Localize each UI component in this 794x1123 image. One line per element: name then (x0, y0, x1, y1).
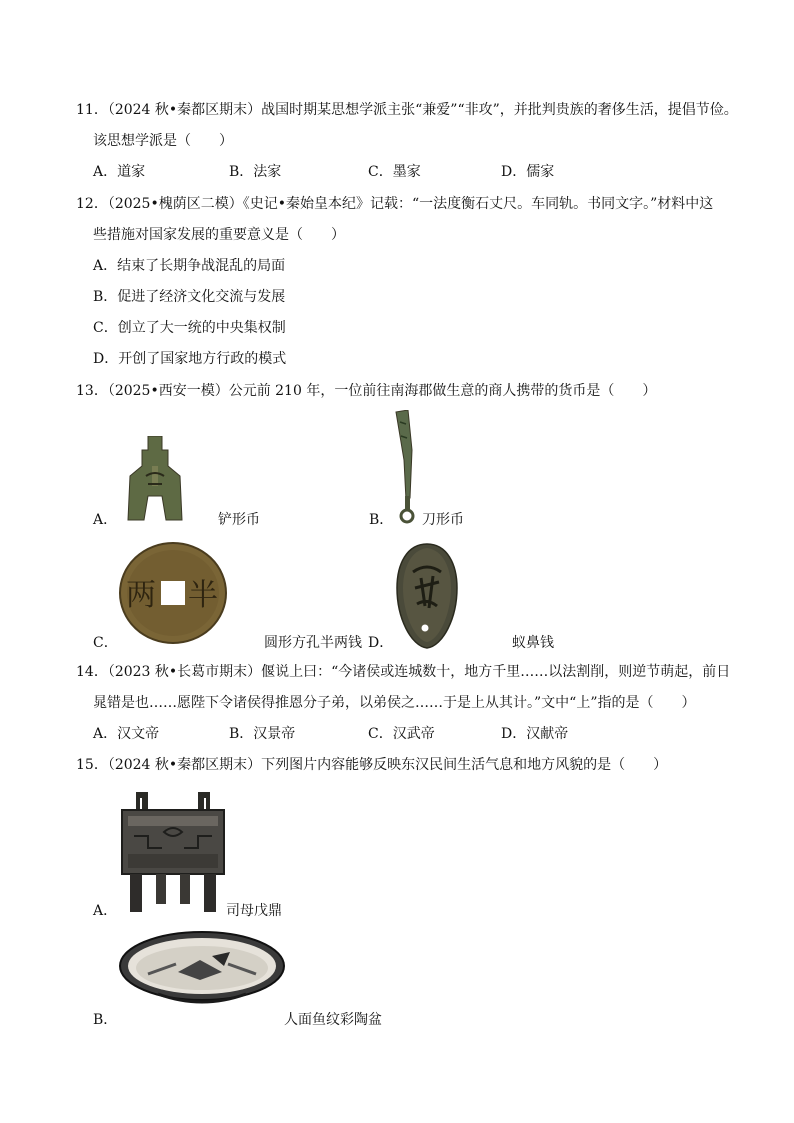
q15-option-a-caption: 司母戊鼎 (226, 903, 282, 919)
coin-char-liang: 两 (126, 578, 156, 613)
q13-option-b-letter[interactable]: B． (369, 512, 394, 528)
q15-option-a-letter[interactable]: A． (93, 903, 118, 919)
q13-stem: 13．（2025•西安一模）公元前 210 年，一位前往南海郡做生意的商人携带的货币是（ ） (76, 383, 657, 399)
q12-option-d[interactable]: D．开创了国家地方行政的模式 (93, 351, 287, 367)
coin-char-ban: 半 (188, 578, 218, 613)
q14-stem-line2: 晁错是也……愿陛下令诸侯得推恩分子弟，以弟侯之……于是上从其计。”文中“上”指的是（ ） (93, 695, 696, 711)
q11-stem-line1: 11．（2024 秋•秦都区期末）战国时期某思想学派主张“兼爱”“非攻”，并批判贵族的奢侈生活，提倡节俭。 (76, 102, 738, 118)
q12-option-b[interactable]: B．促进了经济文化交流与发展 (93, 289, 286, 305)
q11-option-c[interactable]: C．墨家 (368, 164, 421, 180)
q12-stem-line2: 些措施对国家发展的重要意义是（ ） (93, 227, 345, 243)
q11-stem-line2: 该思想学派是（ ） (93, 133, 233, 149)
q13-option-c-caption: 圆形方孔半两钱 (264, 635, 362, 651)
simuwu-ding-image (118, 788, 228, 916)
q12-option-a[interactable]: A．结束了长期争战混乱的局面 (93, 258, 286, 274)
q15-option-b-letter[interactable]: B． (93, 1012, 118, 1028)
spade-coin-image (122, 436, 188, 524)
q14-option-b[interactable]: B．汉景帝 (229, 726, 296, 742)
knife-coin-image (390, 410, 424, 524)
q13-option-c-letter[interactable]: C． (93, 635, 118, 651)
q11-option-d[interactable]: D．儒家 (501, 164, 555, 180)
q14-option-d[interactable]: D．汉献帝 (501, 726, 569, 742)
q13-option-a-letter[interactable]: A． (93, 512, 118, 528)
q12-option-c[interactable]: C．创立了大一统的中央集权制 (93, 320, 286, 336)
q14-option-c[interactable]: C．汉武帝 (368, 726, 435, 742)
q13-option-d-letter[interactable]: D． (368, 635, 394, 651)
q11-option-b[interactable]: B．法家 (229, 164, 282, 180)
q11-option-a[interactable]: A．道家 (93, 164, 146, 180)
q13-option-a-caption: 铲形币 (218, 512, 260, 528)
q13-option-d-caption: 蚁鼻钱 (512, 635, 554, 651)
q13-option-b-caption: 刀形币 (422, 512, 464, 528)
banliang-coin-image (118, 541, 228, 645)
pottery-basin-image (118, 930, 286, 1008)
antnose-coin-image (395, 542, 459, 652)
q14-option-a[interactable]: A．汉文帝 (93, 726, 160, 742)
q15-option-b-caption: 人面鱼纹彩陶盆 (284, 1012, 382, 1028)
q14-stem-line1: 14．（2023 秋•长葛市期末）偃说上曰：“今诸侯或连城数十，地方千里……以法割削，则逆节萌起，前日 (76, 664, 731, 680)
q12-stem-line1: 12．（2025•槐荫区二模）《史记•秦始皇本纪》记载：“一法度衡石丈尺。车同轨。书同文字。”材料中这 (76, 196, 714, 212)
q15-stem: 15．（2024 秋•秦都区期末）下列图片内容能够反映东汉民间生活气息和地方风貌的是（ ） (76, 757, 668, 773)
